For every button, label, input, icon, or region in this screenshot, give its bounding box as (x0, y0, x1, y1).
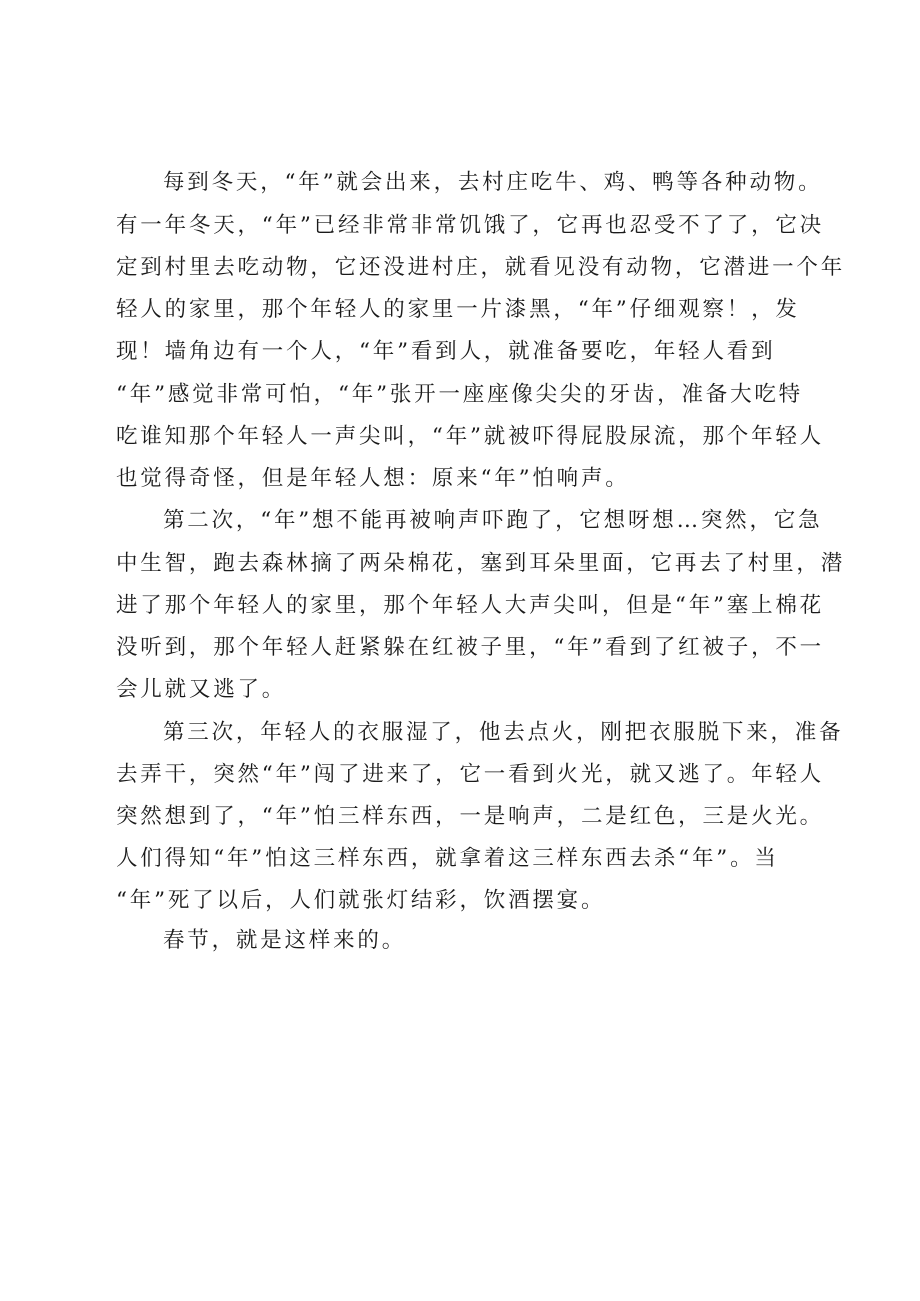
text-line: 现！墙角边有一个人，“年”看到人，就准备要吃，年轻人看到 (116, 339, 776, 364)
text-line: 人们得知“年”怕这三样东西，就拿着这三样东西去杀“年”。当 (116, 846, 779, 871)
text-line: 每到冬天，“年”就会出来，去村庄吃牛、鸡、鸭等各种动物。 (163, 170, 823, 195)
text-line: 定到村里去吃动物，它还没进村庄，就看见没有动物，它潜进一个年 (116, 255, 846, 280)
text-line: 吃谁知那个年轻人一声尖叫，“年”就被吓得屁股尿流，那个年轻人 (116, 424, 824, 449)
text-line: 去弄干，突然“年”闯了进来了，它一看到火光，就又逃了。年轻人 (116, 762, 824, 787)
text-line: 也觉得奇怪，但是年轻人想：原来“年”怕响声。 (116, 466, 630, 491)
text-line: 春节，就是这样来的。 (163, 928, 407, 953)
text-line: 第二次，“年”想不能再被响声吓跑了，它想呀想…突然，它急 (163, 508, 823, 533)
text-line: 第三次，年轻人的衣服湿了，他去点火，刚把衣服脱下来，准备 (163, 720, 844, 745)
text-line: 中生智，跑去森林摘了两朵棉花，塞到耳朵里面，它再去了村里，潜 (116, 551, 846, 576)
text-line: 没听到，那个年轻人赶紧躲在红被子里，“年”看到了红被子，不一 (116, 635, 824, 660)
text-line: 突然想到了，“年”怕三样东西，一是响声，二是红色，三是火光。 (116, 804, 824, 829)
text-line: “年”感觉非常可怕，“年”张开一座座像尖尖的牙齿，准备大吃特 (116, 382, 803, 407)
text-line: 进了那个年轻人的家里，那个年轻人大声尖叫，但是“年”塞上棉花 (116, 593, 824, 618)
text-line: “年”死了以后，人们就张灯结彩，饮酒摆宴。 (116, 888, 606, 913)
text-line: 轻人的家里，那个年轻人的家里一片漆黑，“年”仔细观察！，发 (116, 297, 800, 322)
text-line: 有一年冬天，“年”已经非常非常饥饿了，它再也忍受不了了，它决 (116, 213, 824, 238)
text-line: 会儿就又逃了。 (116, 677, 287, 702)
